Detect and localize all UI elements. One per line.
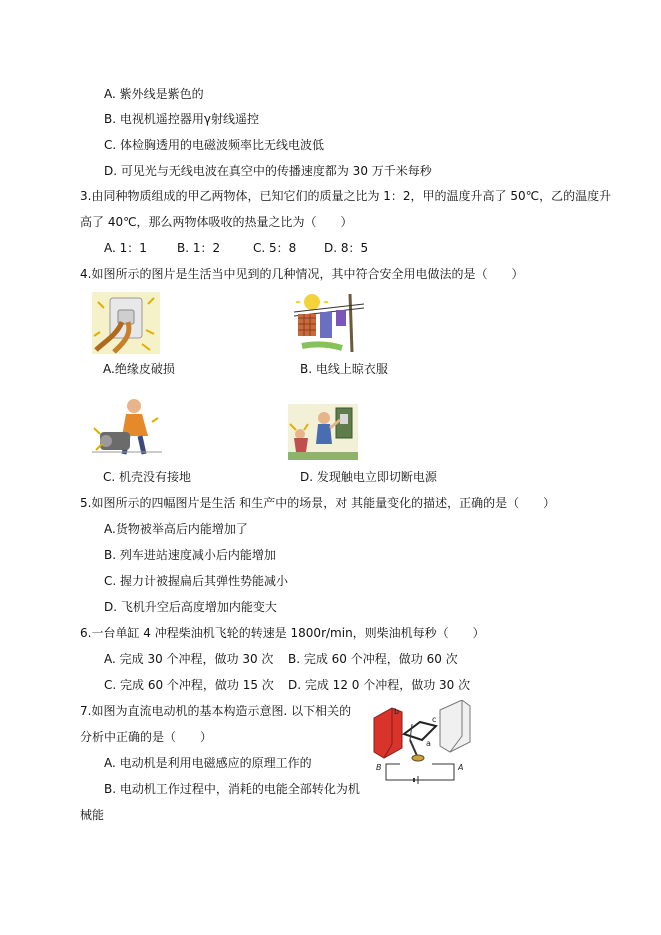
q7-option-b: B. 电动机工作过程中，消耗的电能全部转化为机: [104, 782, 360, 796]
cut-power-illustration: [288, 404, 358, 460]
q6-stem: 6.一台单缸 4 冲程柴油机飞轮的转速是 1800r/min，则柴油机每秒（ ）: [80, 626, 485, 640]
q4-caption-a: A.绝缘皮破损: [103, 362, 175, 376]
label-b: b: [394, 707, 400, 716]
q4-caption-b: B. 电线上晾衣服: [300, 362, 388, 376]
clothes-on-wire-illustration: [292, 290, 366, 352]
q7-stem-line1: 7.如图为直流电动机的基本构造示意图. 以下相关的: [80, 704, 352, 718]
label-B: B: [376, 763, 382, 772]
q6-option-a: A. 完成 30 个冲程，做功 30 次: [104, 652, 274, 666]
q5-option-a: A.货物被举高后内能增加了: [104, 522, 248, 536]
ungrounded-machine-illustration: [92, 392, 162, 458]
q4-stem: 4.如图所示的图片是生活当中见到的几种情况，其中符合安全用电做法的是（ ）: [80, 267, 524, 281]
q2-option-a: A. 紫外线是紫色的: [104, 87, 204, 101]
label-a: a: [426, 739, 431, 748]
q3-option-b: B. 1：2: [177, 241, 221, 255]
q3-stem-line1: 3.由同种物质组成的甲乙两物体，已知它们的质量之比为 1：2，甲的温度升高了 50℃，乙的温度升: [80, 189, 612, 203]
q4-caption-c: C. 机壳没有接地: [103, 470, 192, 484]
q2-option-b: B. 电视机遥控器用γ射线遥控: [104, 112, 259, 126]
q6-option-b: B. 完成 60 个冲程，做功 60 次: [288, 652, 458, 666]
q3-option-a: A. 1：1: [104, 241, 147, 255]
q5-option-c: C. 握力计被握扁后其弹性势能减小: [104, 574, 289, 588]
q3-stem-line2: 高了 40℃，那么两物体吸收的热量之比为（ ）: [80, 215, 353, 229]
q4-caption-d: D. 发现触电立即切断电源: [300, 470, 437, 484]
q7-option-b-continuation: 械能: [80, 808, 105, 822]
dc-motor-diagram: [370, 700, 474, 786]
q5-option-b: B. 列车进站速度减小后内能增加: [104, 548, 276, 562]
q2-option-d: D. 可见光与无线电波在真空中的传播速度都为 30 万千米每秒: [104, 164, 432, 178]
label-c: c: [432, 715, 437, 724]
q3-option-d: D. 8：5: [324, 241, 369, 255]
q2-option-c: C. 体检胸透用的电磁波频率比无线电波低: [104, 138, 325, 152]
q6-option-c: C. 完成 60 个冲程，做功 15 次: [104, 678, 274, 692]
q6-option-d: D. 完成 12 0 个冲程，做功 30 次: [288, 678, 471, 692]
q5-stem: 5.如图所示的四幅图片是生活 和生产中的场景，对 其能量变化的描述，正确的是（ ）: [80, 496, 556, 510]
damaged-plug-illustration: [92, 292, 160, 354]
q7-stem-line2: 分析中正确的是（ ）: [80, 730, 213, 744]
label-A: A: [458, 763, 464, 772]
q3-option-c: C. 5：8: [253, 241, 297, 255]
q7-option-a: A. 电动机是利用电磁感应的原理工作的: [104, 756, 312, 770]
q5-option-d: D. 飞机升空后高度增加内能变大: [104, 600, 277, 614]
